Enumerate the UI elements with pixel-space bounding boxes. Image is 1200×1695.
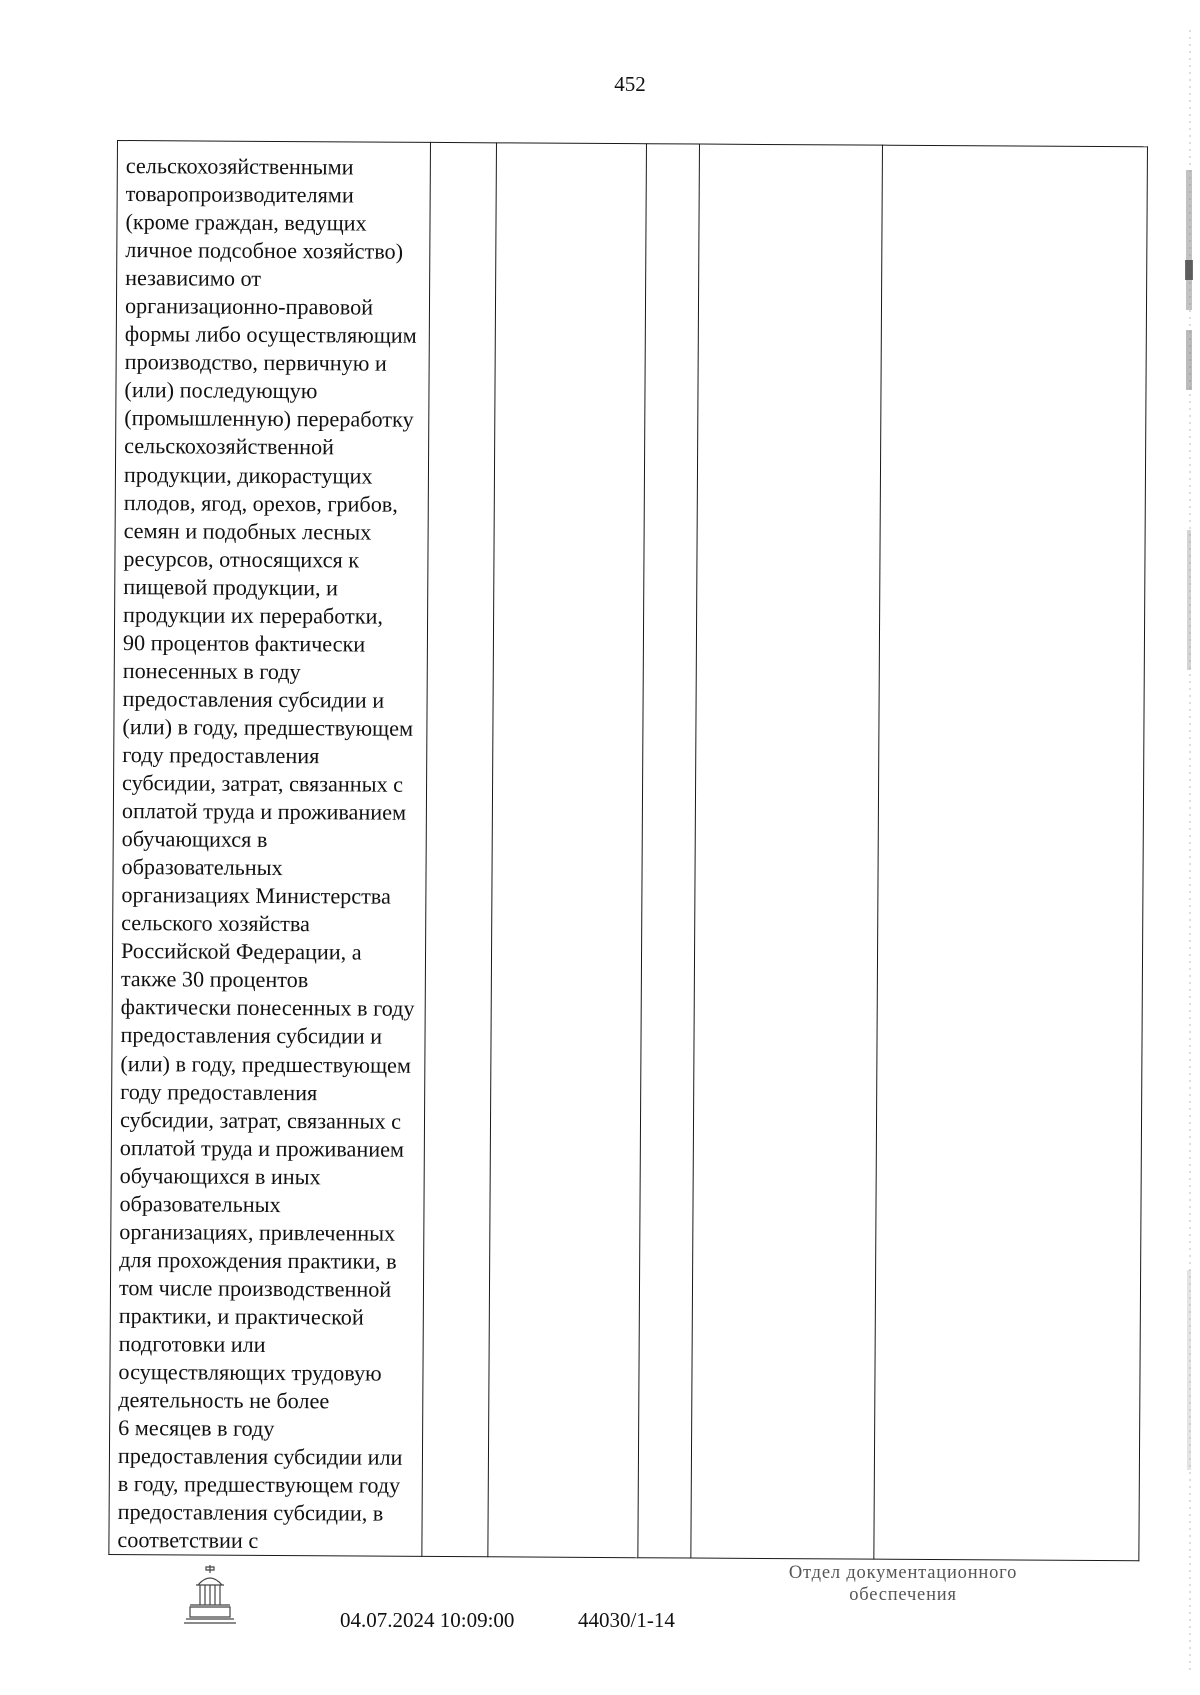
text-line: году предоставления [120,1078,318,1105]
department-stamp [748,1562,1058,1606]
table-cell-empty [638,144,700,1559]
table-cell-description [109,141,431,1557]
text-line: предоставления субсидии или [117,1443,403,1470]
description-text [109,141,430,1556]
text-line: понесенных в году [122,657,301,684]
text-line: продукции, дикорастущих [123,461,373,489]
text-line: соответствии с [117,1527,259,1554]
text-line: образовательных [121,854,283,881]
text-line: оплатой труда и проживанием [121,798,407,825]
text-line: организациях, привлеченных [119,1218,396,1246]
text-line: Российской Федерации, а [120,938,362,965]
footer-datetime: 04.07.2024 10:09:00 [340,1608,515,1632]
table-cell-empty [874,145,1148,1561]
text-line: сельского хозяйства [121,910,310,937]
text-line: предоставления субсидии и [120,1022,383,1050]
text-line: оплатой труда и проживанием [119,1134,405,1162]
stamp-line-2: обеспечения [849,1585,957,1605]
text-line: сельскохозяйственными [125,153,354,180]
text-line: осуществляющих трудовую [118,1359,382,1386]
scan-edge-marks [1180,30,1194,1670]
text-line: субсидии, затрат, связанных с [119,1106,402,1134]
text-line: для прохождения практики, в [119,1246,397,1274]
table-cell-empty [691,144,883,1559]
text-line: также 30 процентов [120,966,309,993]
text-line: том числе производственной [118,1274,392,1302]
text-line: 90 процентов фактически [122,629,366,657]
text-line: обучающихся в иных [119,1162,321,1189]
footer-doc-code: 44030/1-14 [578,1608,675,1632]
text-line: формы либо осуществляющим [124,321,417,349]
text-line: товаропроизводителями [125,181,354,208]
text-line: году предоставления [122,742,320,769]
text-line: (или) последующую [124,377,318,404]
table-cell-empty [422,142,497,1557]
document-table [108,140,1148,1562]
text-line: фактически понесенных в году [120,994,415,1022]
text-line: семян и подобных лесных [123,517,372,545]
text-line: личное подсобное хозяйство) [125,237,404,264]
text-line: независимо от [125,265,262,292]
text-line: предоставления субсидии, в [117,1499,384,1526]
text-line: продукции их переработки, [123,601,384,629]
text-line: (или) в году, предшествующем [120,1050,412,1078]
duma-building-icon [178,1563,242,1627]
text-line: пищевой продукции, и [123,573,339,601]
text-line: организационно-правовой [124,293,374,320]
text-line: (промышленную) переработку [124,405,414,433]
page-number: 452 [614,72,646,96]
text-line: плодов, ягод, орехов, грибов, [123,489,398,517]
stamp-line-1: Отдел документационного [788,1563,1018,1583]
text-line: 6 месяцев в году [118,1415,275,1442]
text-line: деятельность не более [118,1387,330,1414]
text-line: (или) в году, предшествующем [122,713,414,741]
text-line: обучающихся в [121,826,268,853]
table-row [109,141,1148,1562]
text-line: ресурсов, относящихся к [123,545,360,573]
text-line: субсидии, затрат, связанных с [121,770,404,797]
text-line: предоставления субсидии и [122,685,385,713]
text-line: организациях Министерства [121,882,391,909]
text-line: сельскохозяйственной [124,433,335,460]
table-cell-empty [488,143,647,1558]
text-line: (кроме граждан, ведущих [125,209,367,236]
text-line: подготовки или [118,1331,266,1357]
text-line: практики, и практической [118,1302,364,1330]
text-line: образовательных [119,1190,281,1217]
text-line: в году, предшествующем году [117,1471,401,1498]
text-line: производство, первичную и [124,349,387,376]
